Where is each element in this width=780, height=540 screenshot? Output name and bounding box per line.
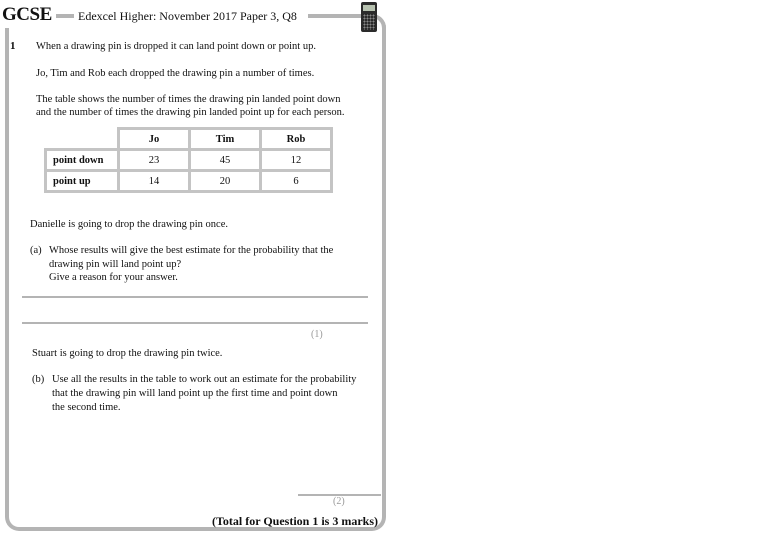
row-label: point up [46,171,119,192]
question-context: Jo, Tim and Rob each dropped the drawing pin a number of times. [36,68,315,79]
part-a-marks: (1) [311,329,323,340]
part-b-intro: Stuart is going to drop the drawing pin twice. [32,348,223,359]
table-corner [46,129,119,150]
header-rule-left [56,14,74,18]
calculator-keys [363,14,375,30]
table-cell: 23 [119,150,190,171]
part-a-line-2: drawing pin will land point up? [49,259,182,270]
part-a-intro: Danielle is going to drop the drawing pin once. [30,219,228,230]
question-number: 1 [10,40,16,52]
table-cell: 20 [190,171,261,192]
part-a-label: (a) [30,245,42,256]
total-marks: (Total for Question 1 is 3 marks) [212,514,379,528]
gcse-logo: GCSE [2,4,52,25]
table-cell: 12 [261,150,332,171]
part-b-marks: (2) [333,496,345,507]
calculator-icon [361,2,377,32]
table-row [46,171,332,192]
column-header: Tim [190,129,261,150]
results-table [44,127,333,193]
table-cell: 45 [190,150,261,171]
calculator-screen [363,5,375,11]
table-cell: 6 [261,171,332,192]
table-header-row [46,129,332,150]
part-a-line-1: Whose results will give the best estimate for the probability that the [49,245,334,256]
table-description-2: and the number of times the drawing pin landed point up for each person. [36,107,345,118]
part-a-line-3: Give a reason for your answer. [49,272,178,283]
part-b-label: (b) [32,374,45,385]
column-header: Rob [261,129,332,150]
table-description-1: The table shows the number of times the drawing pin landed point down [36,94,341,105]
column-header: Jo [119,129,190,150]
part-b-line-3: the second time. [52,402,121,413]
part-b-line-1: Use all the results in the table to work out an estimate for the probability [52,374,357,385]
row-label: point down [46,150,119,171]
answer-line-a2[interactable] [22,322,368,324]
part-b-line-2: that the drawing pin will land point up the first time and point down [52,388,338,399]
paper-source: Edexcel Higher: November 2017 Paper 3, Q8 [78,9,303,24]
question-intro: When a drawing pin is dropped it can land point down or point up. [36,41,316,52]
answer-line-a1[interactable] [22,296,368,298]
table-cell: 14 [119,171,190,192]
table-row [46,150,332,171]
